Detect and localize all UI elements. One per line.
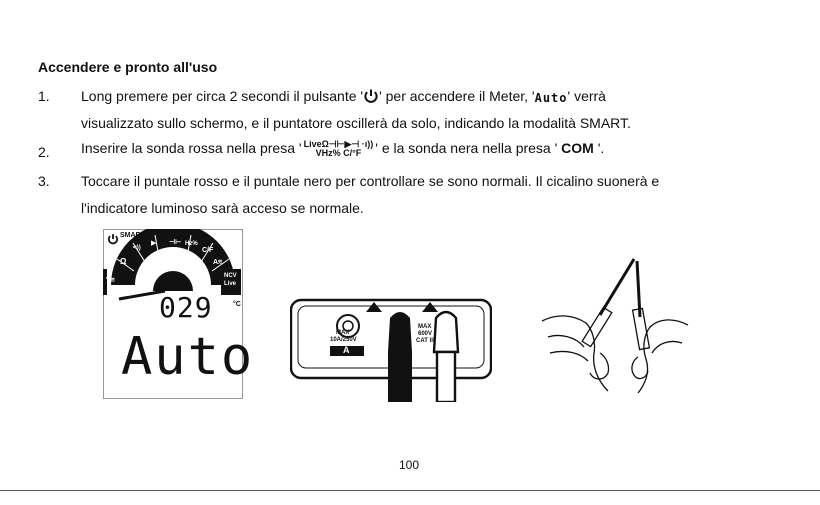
com-jack-label: COM	[557, 140, 598, 156]
left-jack-max: MAX	[336, 330, 350, 336]
arc-label-live: Live	[224, 281, 237, 287]
lcd-reading: 029	[159, 291, 213, 324]
arc-label-continuity: •ı))	[133, 245, 141, 251]
step-1-line-1: Long premere per circa 2 secondi il pulsante ' ' per accendere il Meter, 'Auto' verrà	[81, 88, 606, 107]
step-2-number: 2.	[38, 144, 50, 160]
arc-label-diode: ▶	[151, 240, 157, 247]
right-jack-cat: CAT III	[416, 338, 435, 344]
step-1-number: 1.	[38, 88, 50, 104]
left-jack-label: A	[343, 345, 350, 355]
power-icon	[363, 88, 379, 107]
smart-label: SMART	[120, 232, 145, 239]
lcd-unit: °C	[233, 301, 241, 308]
lcd-mode: Auto	[121, 327, 255, 387]
power-icon	[107, 232, 119, 244]
arc-label-capacitance: ⊣⊢	[169, 239, 182, 246]
page-number: 100	[399, 458, 420, 472]
arc-label-ncv: NCV	[224, 273, 237, 279]
auto-symbol: Auto	[534, 90, 568, 105]
lcd-display-figure	[103, 229, 255, 399]
arc-label-temperature: C/F	[202, 247, 214, 254]
footer-divider	[0, 490, 820, 491]
right-jack-max: MAX	[418, 324, 432, 330]
step-3-line-2: l'indicatore luminoso sarà acceso se normale.	[81, 200, 364, 216]
jacks-figure	[290, 298, 492, 402]
red-jack-label: LiveΩ⊣⊢▶⊣ ·ı)) VHz% C/°F	[303, 139, 374, 159]
step-3-line-1: Toccare il puntale rosso e il puntale nero per controllare se sono normali. Il cicalino suonerà e	[81, 173, 660, 189]
step-1-line-2: visualizzato sullo schermo, e il puntatore oscillerà da solo, indicando la modalità SMART.	[81, 115, 631, 131]
left-jack-rating: 10A/250V	[330, 337, 357, 343]
step-2-line-1: Inserire la sonda rossa nella presa ' LiveΩ⊣⊢▶⊣ ·ı)) VHz% C/°F ' e la sonda nera nella presa ' COM '.	[81, 139, 605, 159]
arc-label-current: A⩳	[213, 259, 223, 266]
step-3-number: 3.	[38, 173, 50, 189]
arc-label-ohm: Ω	[120, 257, 127, 266]
probe-hands-figure	[540, 257, 690, 395]
right-jack-rating: 600V	[418, 331, 433, 337]
arc-label-voltage: V⩳	[106, 277, 115, 284]
section-heading: Accendere e pronto all'uso	[38, 59, 218, 75]
arc-label-hz: Hz%	[185, 241, 198, 247]
